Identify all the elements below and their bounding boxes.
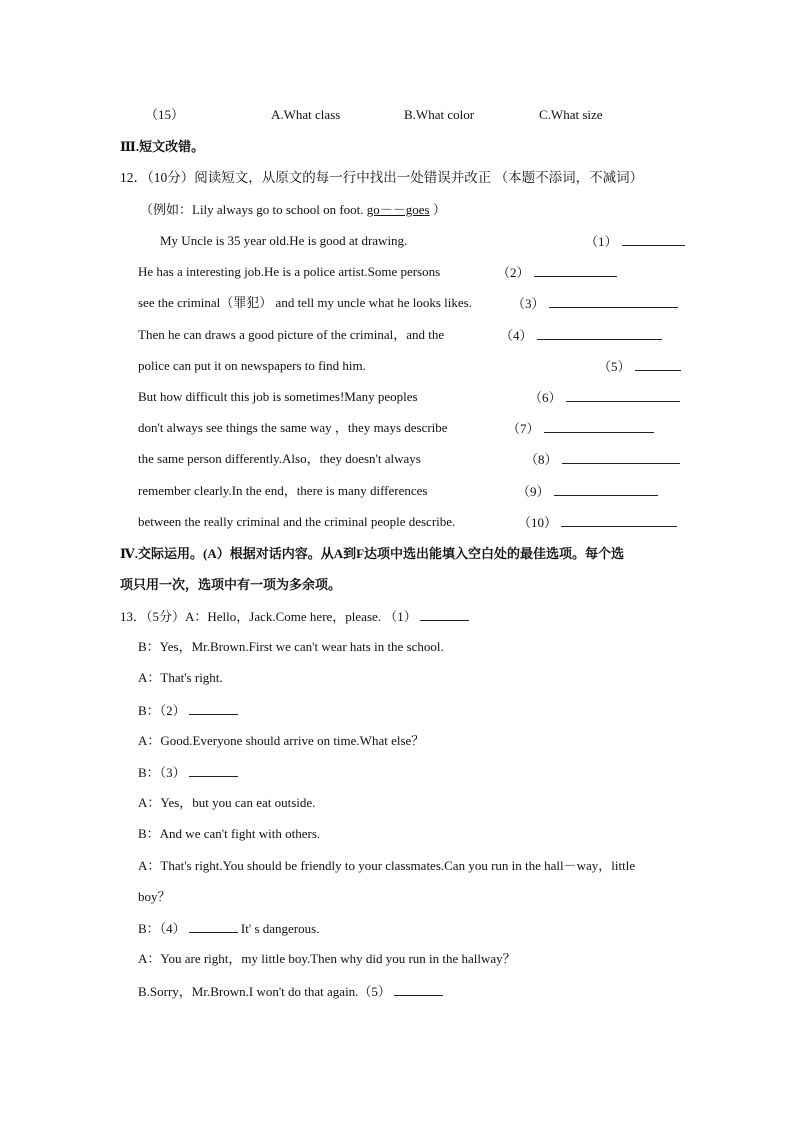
q13-line-5 <box>138 733 424 749</box>
q13-line-text: B：Yes，Mr.Brown.First we can't wear hats in the school. <box>138 639 444 654</box>
q12-line-9: remember clearly.In the end，there is many differences <box>138 483 428 498</box>
q12-answer-num: （5） <box>598 359 631 374</box>
q12-answer-num: （1） <box>585 234 618 249</box>
q13-line-6 <box>138 764 238 781</box>
q13-line-11 <box>138 920 319 937</box>
q12-line-6: But how difficult this job is sometimes!Many peoples <box>138 389 418 404</box>
section4-title-line2: 项只用一次，选项中有一项为多余项。 <box>120 577 342 592</box>
q13-line-text: B：（2） <box>138 703 186 718</box>
q13-answer-blank[interactable] <box>420 608 469 621</box>
q11-option-c: C.What size <box>539 107 603 122</box>
q12-answer-slot-10 <box>518 514 677 531</box>
q11-option-a: A.What class <box>271 107 341 122</box>
q12-example-answer: go－－goes <box>366 202 430 217</box>
q13-line-text: B：（4） <box>138 921 186 936</box>
q12-example-prefix: （例如：Lily always go to school on foot. <box>140 202 364 217</box>
q12-line-8: the same person differently.Also，they doesn't always <box>138 451 421 466</box>
q12-line-2: He has a interesting job.He is a police artist.Some persons <box>138 264 441 279</box>
q13-line-text: boy？ <box>138 889 171 904</box>
q13-line-text: A：That's right.You should be friendly to your classmates.Can you run in the hall－way，little <box>138 858 636 873</box>
q12-answer-blank[interactable] <box>561 514 677 527</box>
q13-line-3 <box>138 670 223 686</box>
q12-answer-blank[interactable] <box>562 451 680 464</box>
q12-stem: 12．（10分）阅读短文，从原文的每一行中找出一处错误并改正 （本题不添词，不减词） <box>120 170 644 185</box>
q12-answer-num: （6） <box>529 390 562 405</box>
q12-line-7: don't always see things the same way ，they mays describe <box>138 420 448 435</box>
q12-answer-blank[interactable] <box>549 295 678 308</box>
q13-line-1 <box>120 608 469 625</box>
q13-line-text: B.Sorry，Mr.Brown.I won't do that again.（5） <box>138 984 391 999</box>
q12-answer-blank[interactable] <box>554 483 658 496</box>
q12-answer-slot-1 <box>585 233 685 250</box>
section4-title-line1: Ⅳ.交际运用。(A）根据对话内容。从A到F达项中选出能填入空白处的最佳选项。每个选 <box>120 546 625 561</box>
q13-answer-blank[interactable] <box>189 764 238 777</box>
q13-line-2 <box>138 639 444 655</box>
q13-line-12 <box>138 951 516 967</box>
q13-line-13 <box>138 983 443 1000</box>
q13-answer-blank[interactable] <box>394 983 443 996</box>
q12-answer-slot-5 <box>598 358 681 375</box>
q13-line-text: A：You are right，my little boy.Then why did you run in the hallway？ <box>138 951 516 966</box>
q12-answer-num: （2） <box>497 265 530 280</box>
q12-answer-blank[interactable] <box>537 327 662 340</box>
q12-line-5: police can put it on newspapers to find him. <box>138 358 366 373</box>
q13-line-after: It' s dangerous. <box>237 921 320 936</box>
q11-option-num: （15） <box>145 107 185 122</box>
q12-answer-slot-6 <box>529 389 680 406</box>
q12-line-10: between the really criminal and the criminal people describe. <box>138 514 456 529</box>
q13-line-text: 13．（5分）A：Hello，Jack.Come here，please. （1） <box>120 609 417 624</box>
q12-answer-slot-3 <box>512 295 678 312</box>
q12-answer-blank[interactable] <box>622 233 685 246</box>
q12-answer-num: （4） <box>500 328 533 343</box>
q12-answer-blank[interactable] <box>566 389 680 402</box>
q12-answer-num: （7） <box>507 421 540 436</box>
q12-answer-slot-7 <box>507 420 654 437</box>
q13-answer-blank[interactable] <box>189 920 238 933</box>
q12-example-suffix: ） <box>432 202 446 217</box>
q12-answer-slot-9 <box>517 483 658 500</box>
q12-answer-num: （3） <box>512 296 545 311</box>
q13-line-text: A：Good.Everyone should arrive on time.What else？ <box>138 733 425 748</box>
q12-line-3: see the criminal（罪犯） and tell my uncle what he looks likes. <box>138 295 472 310</box>
q12-answer-blank[interactable] <box>544 420 654 433</box>
q12-line-4: Then he can draws a good picture of the criminal，and the <box>138 327 445 342</box>
q13-answer-blank[interactable] <box>189 702 238 715</box>
q13-line-text: B：And we can't fight with others. <box>138 826 321 841</box>
q12-answer-num: （9） <box>517 484 550 499</box>
q12-answer-num: （8） <box>525 452 558 467</box>
q12-answer-blank[interactable] <box>635 358 681 371</box>
q13-line-text: A：Yes，but you can eat outside. <box>138 795 316 810</box>
q13-line-text: A：That's right. <box>138 670 223 685</box>
q12-line-1: My Uncle is 35 year old.He is good at drawing. <box>160 233 408 248</box>
q13-line-7 <box>138 795 315 811</box>
q13-line-4 <box>138 702 238 719</box>
q13-line-10 <box>138 889 171 905</box>
q12-example <box>140 202 446 218</box>
q12-answer-num: （10） <box>518 515 558 530</box>
section3-title: Ⅲ.短文改错。 <box>120 139 205 154</box>
q12-answer-slot-4 <box>500 327 662 344</box>
q13-line-9 <box>138 858 635 874</box>
q11-option-b: B.What color <box>404 107 475 122</box>
q13-line-8 <box>138 826 320 842</box>
q13-line-text: B：（3） <box>138 765 186 780</box>
q12-answer-slot-8 <box>525 451 680 468</box>
q12-answer-slot-2 <box>497 264 617 281</box>
q12-answer-blank[interactable] <box>534 264 617 277</box>
